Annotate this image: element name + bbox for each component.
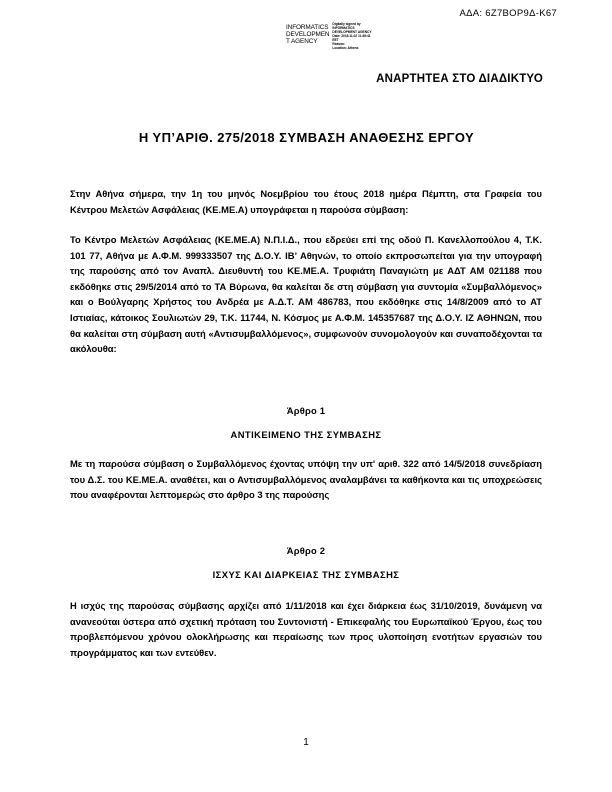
article-1-text: Με τη παρούσα σύμβαση ο Συμβαλλόμενος έχοντας υπόψη την υπ' αριθ. 322 από 14/5/2018 συνεδρίαση του Δ.Σ. του ΚΕ.ΜΕ.Α. αναθέτει, και ο Αντισυμβαλλόμενος αναλαμβάνει τα καθήκοντα και τις υποχρεώσεις που αναφέρονται λεπτομερώς στο άρθρο 3 της παρούσης bbox=[70, 458, 542, 501]
diavgeia-stamp-row bbox=[0, 8, 612, 58]
logo-line: T AGENCY bbox=[286, 38, 318, 46]
article-2-number: Άρθρο 2 bbox=[286, 545, 326, 556]
article-1-heading-group bbox=[70, 403, 542, 442]
article-2-text: Η ισχύς της παρούσας σύμβασης αρχίζει από 1/11/2018 και έχει διάρκεια έως 31/10/2019, δυνάμενη να ανανεούται ύστερα από σχετική πρόταση του Συντονιστή - Επικεφαλής του Ευρωπαϊκού Έργου, έως του προβλεπόμενου χρόνου ολοκλήρωσης και περαίωσης των προς υλοποίηση ενοτήτων εργασιών του προγράμματος και των εντεύθεν. bbox=[70, 600, 542, 658]
digital-signature-stamp bbox=[286, 21, 398, 63]
signature-detail-line: Digitally signed by bbox=[332, 22, 361, 26]
page-number: 1 bbox=[303, 737, 309, 748]
signature-detail-line: DEVELOPMENT AGENCY bbox=[332, 30, 372, 35]
signature-detail-line: Date: 2018.11.02 11:38:41 bbox=[332, 34, 371, 39]
page-title: Η ΥΠ’ΑΡΙΘ. 275/2018 ΣΥΜΒΑΣΗ ΑΝΑΘΕΣΗΣ ΕΡΓΟΥ bbox=[138, 130, 475, 145]
article-2-heading-group bbox=[70, 543, 542, 582]
informatics-development-agency-logo bbox=[286, 21, 329, 46]
signature-details bbox=[329, 21, 371, 50]
ada-code-label: ΑΔΑ: 6Ζ7ΒΟΡ9Δ-Κ67 bbox=[459, 8, 557, 19]
signature-detail-line: Location: Athens bbox=[332, 46, 359, 51]
logo-line: DEVELOPMEN bbox=[286, 31, 330, 39]
contracting-parties-paragraph: Το Κέντρο Μελετών Ασφάλειας (ΚΕ.ΜΕ.Α) Ν.Π.Ι.Δ., που εδρεύει επί της οδού Π. Κανελλοπούλου 4, Τ.Κ. 101 77, Αθήνα με Α.Φ.Μ. 999333507 της Δ.Ο.Υ. ΙΒ’ Αθηνών, το οποίο εκπροσωπείται για την υπογραφή της παρούσης από τον Αναπλ. Διευθυντή του ΚΕ.ΜΕ.Α. Τρυφιάτη Παναγιώτη με ΑΔΤ ΑΜ 021188 που εκδόθηκε στις 29/5/2014 από το ΤΑ Βύρωνα, θα καλείται δε στη σύμβαση για συντομία «Συμβαλλόμενος» και ο Βούλγαρης Χρήστος του Ανδρέα με Α.Δ.Τ. ΑΜ 486783, που εκδόθηκε στις 14/8/2009 από το ΑΤ Ιστιαίας, κάτοικος Σουλιωτών 29, Τ.Κ. 11744, Ν. Κόσμος με Α.Φ.Μ. 145357687 της Δ.Ο.Υ. ΙΖ ΑΘΗΝΩΝ, που θα καλείται στη σύμβαση αυτή «Αντισυμβαλλόμενος», συμφωνούν συνομολογούν και συναποδέχονται τα ακόλουθα: bbox=[70, 234, 542, 355]
signature-detail-line: EET bbox=[332, 38, 339, 43]
article-2-subject: ΙΣΧΥΣ ΚΑΙ ΔΙΑΡΚΕΙΑΣ ΤΗΣ ΣΥΜΒΑΣΗΣ bbox=[212, 568, 400, 580]
intro-paragraph: Στην Αθήνα σήμερα, την 1η του μηνός Νοεμβρίου του έτους 2018 ημέρα Πέμπτη, στα Γραφεία του Κέντρου Μελετών Ασφάλειας (ΚΕ.ΜΕ.Α) υπογράφεται η παρούσα σύμβαση: bbox=[70, 188, 542, 215]
signature-detail-line: INFORMATICS bbox=[332, 26, 355, 31]
article-1-number: Άρθρο 1 bbox=[286, 405, 326, 416]
logo-line: INFORMATICS bbox=[286, 24, 329, 31]
signature-detail-line: Reason: bbox=[332, 42, 346, 47]
publication-notice: ΑΝΑΡΤΗΤΕΑ ΣΤΟ ΔΙΑΔΙΚΤΥΟ bbox=[376, 73, 543, 85]
article-1-subject: ΑΝΤΙΚΕΙΜΕΝΟ ΤΗΣ ΣΥΜΒΑΣΗΣ bbox=[230, 428, 382, 440]
